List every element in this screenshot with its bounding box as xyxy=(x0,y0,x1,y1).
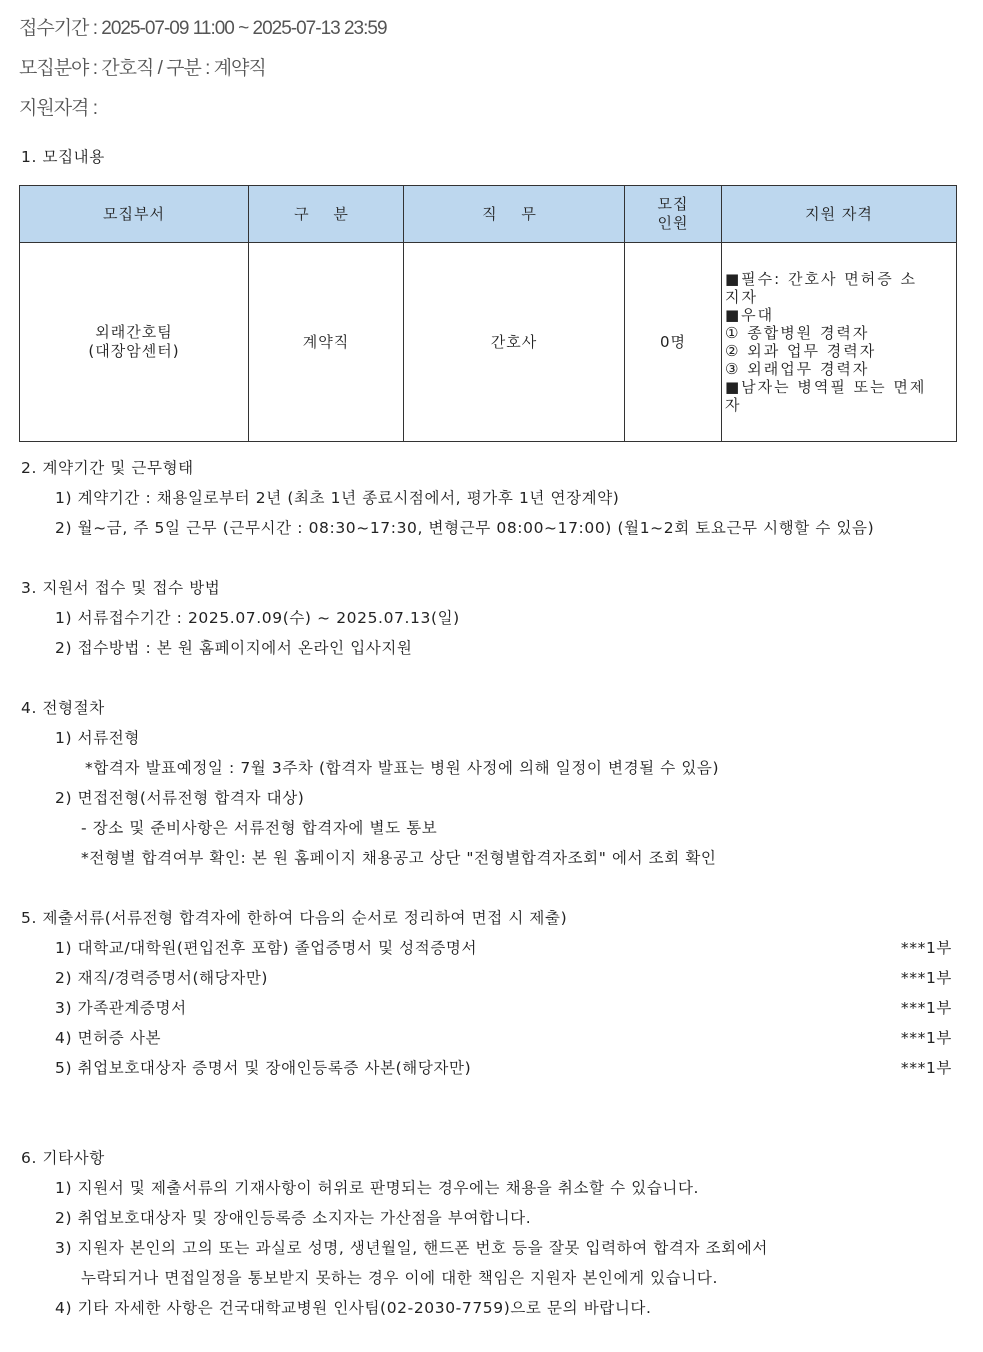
section-6-item: 4) 기타 자세한 사항은 건국대학교병원 인사팀(02-2030-7759)으로 문의 바랍니다. xyxy=(55,1299,652,1317)
qual-line: ② 외과 업무 경력자 xyxy=(725,342,877,360)
document-row xyxy=(21,1027,952,1057)
header-count-line1: 모집 xyxy=(657,195,689,213)
section-6-item: 1) 지원서 및 제출서류의 기재사항이 허위로 판명되는 경우에는 채용을 취소할 수 있습니다. xyxy=(55,1179,700,1197)
cell-type: 계약직 xyxy=(249,243,404,442)
qual-line: 지자 xyxy=(725,288,758,306)
document-row xyxy=(21,937,952,967)
qual-line: 자 xyxy=(725,396,742,414)
document-name: 3) 가족관계증명서 xyxy=(55,999,187,1017)
header-dept: 모집부서 xyxy=(20,186,249,243)
qual-line: ① 종합병원 경력자 xyxy=(725,324,870,342)
section-6-item-continued: 누락되거나 면접일정을 통보받지 못하는 경우 이에 대한 책임은 지원자 본인에게 있습니다. xyxy=(81,1269,718,1287)
table-header-row xyxy=(20,186,957,243)
header-duty-label: 직 무 xyxy=(482,204,546,223)
posting-header xyxy=(19,14,959,134)
section-6-item: 2) 취업보호대상자 및 장애인등록증 소지자는 가산점을 부여합니다. xyxy=(55,1209,532,1227)
header-type xyxy=(249,186,404,243)
document-row xyxy=(21,967,952,997)
section-3-item: 1) 서류접수기간 : 2025.07.09(수) ~ 2025.07.13(일) xyxy=(55,609,460,627)
section-3-item: 2) 접수방법 : 본 원 홈페이지에서 온라인 입사지원 xyxy=(55,639,413,657)
document-row xyxy=(21,1057,952,1087)
header-duty xyxy=(404,186,625,243)
document-row xyxy=(21,997,952,1027)
section-1-title: 1. 모집내용 xyxy=(21,148,105,166)
qual-line: ■우대 xyxy=(725,306,775,324)
cell-dept xyxy=(20,243,249,442)
document-qty: ***1부 xyxy=(900,939,952,957)
posting-body xyxy=(21,146,961,1327)
section-3-title: 3. 지원서 접수 및 접수 방법 xyxy=(21,579,221,597)
document-name: 4) 면허증 사본 xyxy=(55,1029,162,1047)
section-6-title: 6. 기타사항 xyxy=(21,1149,105,1167)
header-count-line2: 인원 xyxy=(657,214,689,232)
section-2-item: 2) 월~금, 주 5일 근무 (근무시간 : 08:30~17:30, 변형근무 08:00~17:00) (월1~2회 토요근무 시행할 수 있음) xyxy=(55,519,875,537)
qual-line: ③ 외래업무 경력자 xyxy=(725,360,870,378)
document-qty: ***1부 xyxy=(900,1059,952,1077)
header-count xyxy=(625,186,722,243)
section-4-title: 4. 전형절차 xyxy=(21,699,105,717)
qual-line: ■남자는 병역필 또는 면제 xyxy=(725,378,927,396)
document-name: 5) 취업보호대상자 증명서 및 장애인등록증 사본(해당자만) xyxy=(55,1059,472,1077)
section-4-item-2-note-1: - 장소 및 준비사항은 서류전형 합격자에 별도 통보 xyxy=(81,819,438,837)
document-name: 1) 대학교/대학원(편입전후 포함) 졸업증명서 및 성적증명서 xyxy=(55,939,478,957)
section-4-item-1: 1) 서류전형 xyxy=(55,729,140,747)
cell-dept-line2: (대장암센터) xyxy=(88,342,180,360)
document-name: 2) 재직/경력증명서(해당자만) xyxy=(55,969,269,987)
table-row xyxy=(20,243,957,442)
cell-qualification xyxy=(722,243,957,442)
section-5-title: 5. 제출서류(서류전형 합격자에 한하여 다음의 순서로 정리하여 면접 시 제출) xyxy=(21,909,568,927)
section-4-item-2-note-2: *전형별 합격여부 확인: 본 원 홈페이지 채용공고 상단 "전형별합격자조회" 에서 조회 확인 xyxy=(81,849,717,867)
qualification-label: 지원자격 : xyxy=(19,98,97,119)
section-6-item: 3) 지원자 본인의 고의 또는 과실로 성명, 생년월일, 핸드폰 번호 등을 잘못 입력하여 합격자 조회에서 xyxy=(55,1239,768,1257)
section-2-item: 1) 계약기간 : 채용일로부터 2년 (최초 1년 종료시점에서, 평가후 1년 연장계약) xyxy=(55,489,620,507)
document-qty: ***1부 xyxy=(900,969,952,987)
section-2-title: 2. 계약기간 및 근무형태 xyxy=(21,459,194,477)
document-qty: ***1부 xyxy=(900,1029,952,1047)
document-qty: ***1부 xyxy=(900,999,952,1017)
cell-dept-line1: 외래간호팀 xyxy=(95,323,173,341)
cell-count: 0명 xyxy=(625,243,722,442)
header-type-label: 구 분 xyxy=(294,204,358,223)
header-qual: 지원 자격 xyxy=(722,186,957,243)
recruit-field: 모집분야 : 간호직 / 구분 : 계약직 xyxy=(19,58,266,79)
application-period: 접수기간 : 2025-07-09 11:00 ~ 2025-07-13 23:59 xyxy=(19,18,387,39)
section-4-item-2: 2) 면접전형(서류전형 합격자 대상) xyxy=(55,789,305,807)
section-4-item-1-note: *합격자 발표예정일 : 7월 3주차 (합격자 발표는 병원 사정에 의해 일정이 변경될 수 있음) xyxy=(85,759,720,777)
qual-line: ■필수: 간호사 면허증 소 xyxy=(725,270,917,288)
cell-duty: 간호사 xyxy=(404,243,625,442)
recruit-table xyxy=(19,185,957,442)
